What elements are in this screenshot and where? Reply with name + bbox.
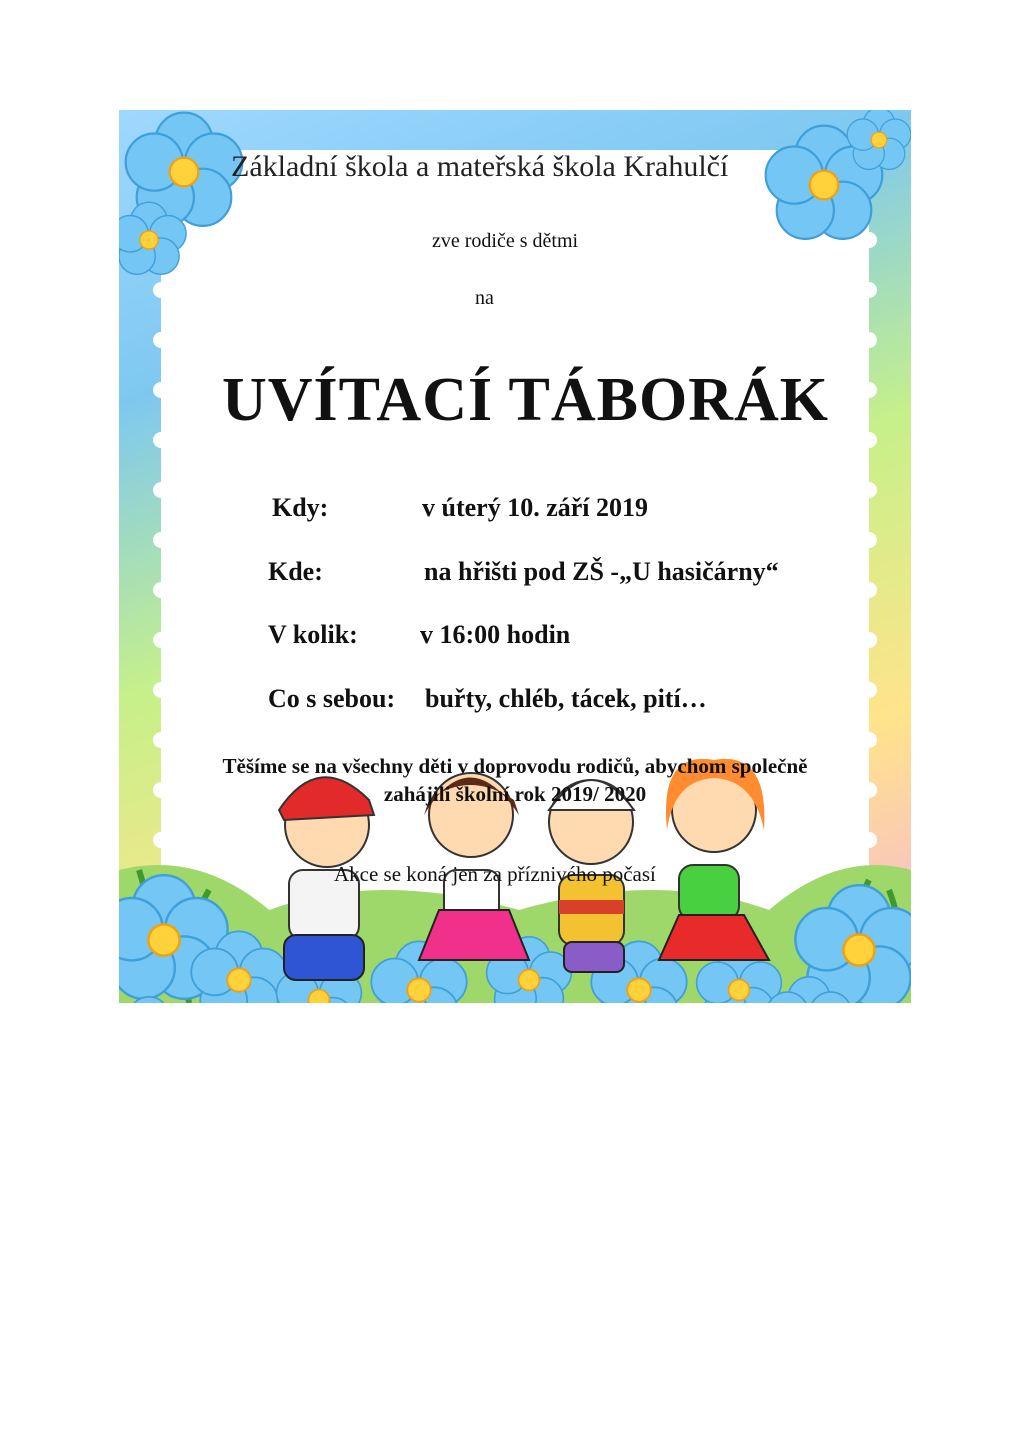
when-label: Kdy:: [272, 493, 329, 522]
where-value: na hřišti pod ZŠ -„U hasičárny“: [424, 557, 779, 586]
when-value: v úterý 10. září 2019: [422, 493, 649, 522]
preposition-na: na: [475, 287, 494, 309]
invite-text: zve rodiče s dětmi: [432, 230, 579, 252]
bring-label: Co s sebou:: [268, 684, 396, 713]
welcome-note-line2: zahájili školní rok 2019/ 2020: [383, 782, 647, 806]
event-title: UVÍTACÍ TÁBORÁK: [222, 366, 829, 434]
welcome-note-line1: Těšíme se na všechny děti v doprovodu rodičů, abychom společně: [222, 754, 808, 778]
welcome-note: [120, 752, 910, 808]
weather-note: Akce se koná jen za příznivého počasí: [334, 862, 656, 886]
bring-value: buřty, chléb, tácek, pití…: [425, 684, 707, 713]
school-name: Základní škola a mateřská škola Krahulčí: [231, 150, 729, 183]
time-value: v 16:00 hodin: [420, 620, 571, 649]
time-label: V kolik:: [268, 620, 358, 649]
where-label: Kde:: [268, 557, 323, 586]
